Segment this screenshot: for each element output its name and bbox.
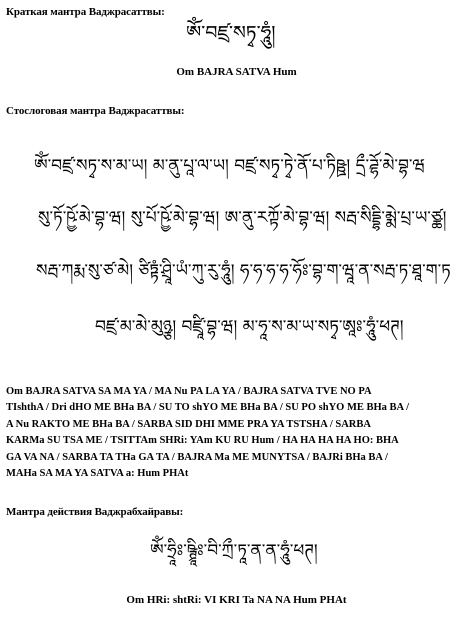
- vajrabhairava-tibetan: ཨོཾ་ཧྲཱིཿ་ཥྚྲཱིཿ་བི་ཀྲྀ་ཏཱ་ན་ན་ཧཱུཾ་ཕཊ།: [150, 541, 318, 561]
- short-mantra-transliteration: Om BAJRA SATVA Hum: [176, 66, 297, 78]
- transliteration-line-2: TIshthA / Dri dHO ME BHa BA / SU TO shYO ME BHa BA / SU PO shYO ME BHa BA /: [6, 402, 410, 414]
- tibetan-line-3: སརྦ་ཀརྨ་སུ་ཙ་མེ། ཙིཏྟཾ་ཤྲཱི་ཡཾ་ཀུ་རུ་ཧཱུཾ། ཧ་ཧ་ཧ་ཧ་ཧོཿ་བྷ་ག་ཝཱ་ན་སརྦ་ཏ་ཐཱ་ག་ཏ: [36, 261, 451, 281]
- hundred-syllable-transliteration: [6, 384, 468, 482]
- short-mantra-tibetan: ཨོཾ་བཛྲ་སཏྭ་ཧཱུཾ།: [186, 22, 276, 44]
- tibetan-line-1: ཨོཾ་བཛྲ་སཏྭ་ས་མ་ཡ། མ་ནུ་པཱ་ལ་ཡ། བཛྲ་སཏྭ་ཏྭེ་ནོ་པ་ཏིཥྛ། དྲྀ་ཌྷོ་མེ་བྷ་ཝ: [34, 156, 426, 176]
- transliteration-line-1: Om BAJRA SATVA SA MA YA / MA Nu PA LA YA / BAJRA SATVA TVE NO PA: [6, 386, 372, 397]
- transliteration-line-4: KARMa SU TSA ME / TSITTAm SHRi: YAm KU RU Hum / HA HA HA HA HO: BHA: [6, 435, 399, 447]
- tibetan-line-4: བཛྲ་མ་མེ་མུཉྩ། བཛྲཱི་བྷ་ཝ། མ་ཧཱ་ས་མ་ཡ་སཏྭ་ཨཱཿ་ཧཱུཾ་ཕཊ།: [95, 317, 404, 337]
- vajrabhairava-heading: Мантра действия Ваджрабхайравы:: [6, 506, 184, 518]
- tibetan-line-2: སུ་ཏོ་ཥྱོ་མེ་བྷ་ཝ། སུ་པོ་ཥྱོ་མེ་བྷ་ཝ། ཨ་ནུ་རཀྟོ་མེ་བྷ་ཝ། སརྦ་སིདྡྷི་མྨེ་པྲ་ཡ་ཙྪ།: [38, 208, 447, 228]
- hundred-syllable-heading: Стослоговая мантра Ваджрасаттвы:: [6, 105, 185, 117]
- short-mantra-heading: Краткая мантра Ваджрасаттвы:: [6, 6, 165, 18]
- transliteration-line-6: MAHa SA MA YA SATVA a: Hum PHAt: [6, 468, 189, 480]
- vajrabhairava-transliteration: Om HRi: shtRi: VI KRI Ta NA NA Hum PHAt: [126, 594, 347, 606]
- transliteration-line-3: A Nu RAKTO ME BHa BA / SARBA SID DHI MME PRA YA TSTSHA / SARBA: [6, 418, 371, 430]
- transliteration-line-5: GA VA NA / SARBA TA THa GA TA / BAJRA Ma ME MUNYTSA / BAJRi BHa BA /: [6, 451, 388, 463]
